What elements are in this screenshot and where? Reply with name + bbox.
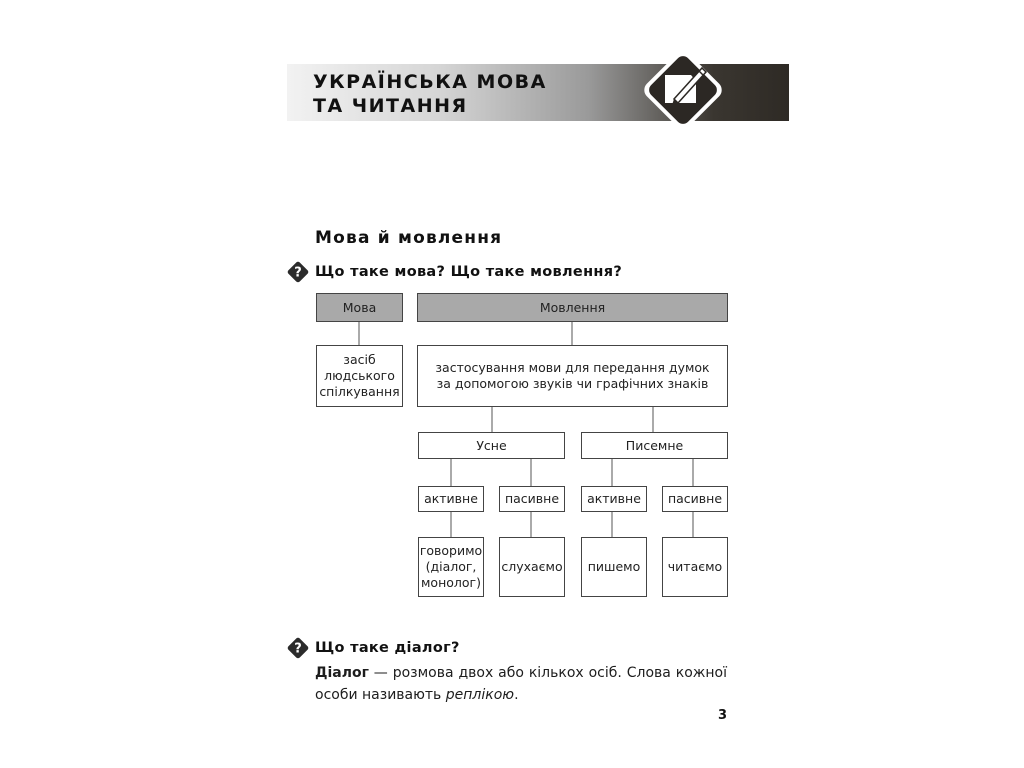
question-language-speech: Що таке мова? Що таке мовлення? xyxy=(315,264,623,280)
example-slukhaiemo-text: слухаємо xyxy=(501,559,563,574)
example-chytaiemo-text: читаємо xyxy=(667,559,723,574)
subject-title xyxy=(313,70,547,118)
box-usne-aktyvne xyxy=(418,486,484,512)
box-example-hovorymo xyxy=(418,537,484,597)
box-movlennia xyxy=(417,293,728,322)
box-pysemne xyxy=(581,432,728,459)
subject-title-line-2: ТА ЧИТАННЯ xyxy=(313,95,468,117)
usne-aktyvne-label: активне xyxy=(424,491,478,506)
page-number: 3 xyxy=(718,708,728,723)
svg-text:?: ? xyxy=(294,641,302,657)
usne-pasyvne-label: пасивне xyxy=(504,491,560,506)
box-example-pyshemo xyxy=(581,537,647,597)
box-example-chytaiemo xyxy=(662,537,728,597)
section-title: Мова й мовлення xyxy=(315,228,503,248)
box-example-slukhaiemo xyxy=(499,537,565,597)
box-usne-pasyvne xyxy=(499,486,565,512)
mova-definition-text: засіб людського спілкування xyxy=(319,352,400,399)
question-diamond-icon xyxy=(286,636,310,660)
pysemne-pasyvne-label: пасивне xyxy=(667,491,723,506)
box-mova-definition xyxy=(316,345,403,407)
box-mova xyxy=(316,293,403,322)
dialog-text: — розмова двох або кількох осіб. Слова кожної особи називають xyxy=(315,665,727,703)
example-pyshemo-text: пишемо xyxy=(587,559,641,574)
svg-text:?: ? xyxy=(294,265,302,281)
dialog-emphasis: реплікою xyxy=(445,687,515,703)
dialog-definition xyxy=(315,662,727,706)
pysemne-aktyvne-label: активне xyxy=(587,491,641,506)
question-dialog: Що таке діалог? xyxy=(315,640,460,656)
box-usne xyxy=(418,432,565,459)
dialog-text-end: . xyxy=(514,687,519,703)
example-hovorymo-text: говоримо (діалог, монолог) xyxy=(419,543,483,590)
subject-title-line-1: УКРАЇНСЬКА МОВА xyxy=(313,71,547,93)
box-pysemne-aktyvne xyxy=(581,486,647,512)
question-diamond-icon xyxy=(286,260,310,284)
box-usne-label: Усне xyxy=(476,437,507,453)
box-mova-label: Мова xyxy=(342,299,377,315)
box-pysemne-pasyvne xyxy=(662,486,728,512)
box-movlennia-label: Мовлення xyxy=(539,299,606,315)
box-pysemne-label: Писемне xyxy=(625,437,684,453)
box-movlennia-definition xyxy=(417,345,728,407)
movlennia-definition-text: застосування мови для передання думок за допомогою звуків чи графічних знаків xyxy=(435,360,710,391)
dialog-term: Діалог xyxy=(315,665,369,681)
notebook-pen-icon xyxy=(636,43,730,137)
